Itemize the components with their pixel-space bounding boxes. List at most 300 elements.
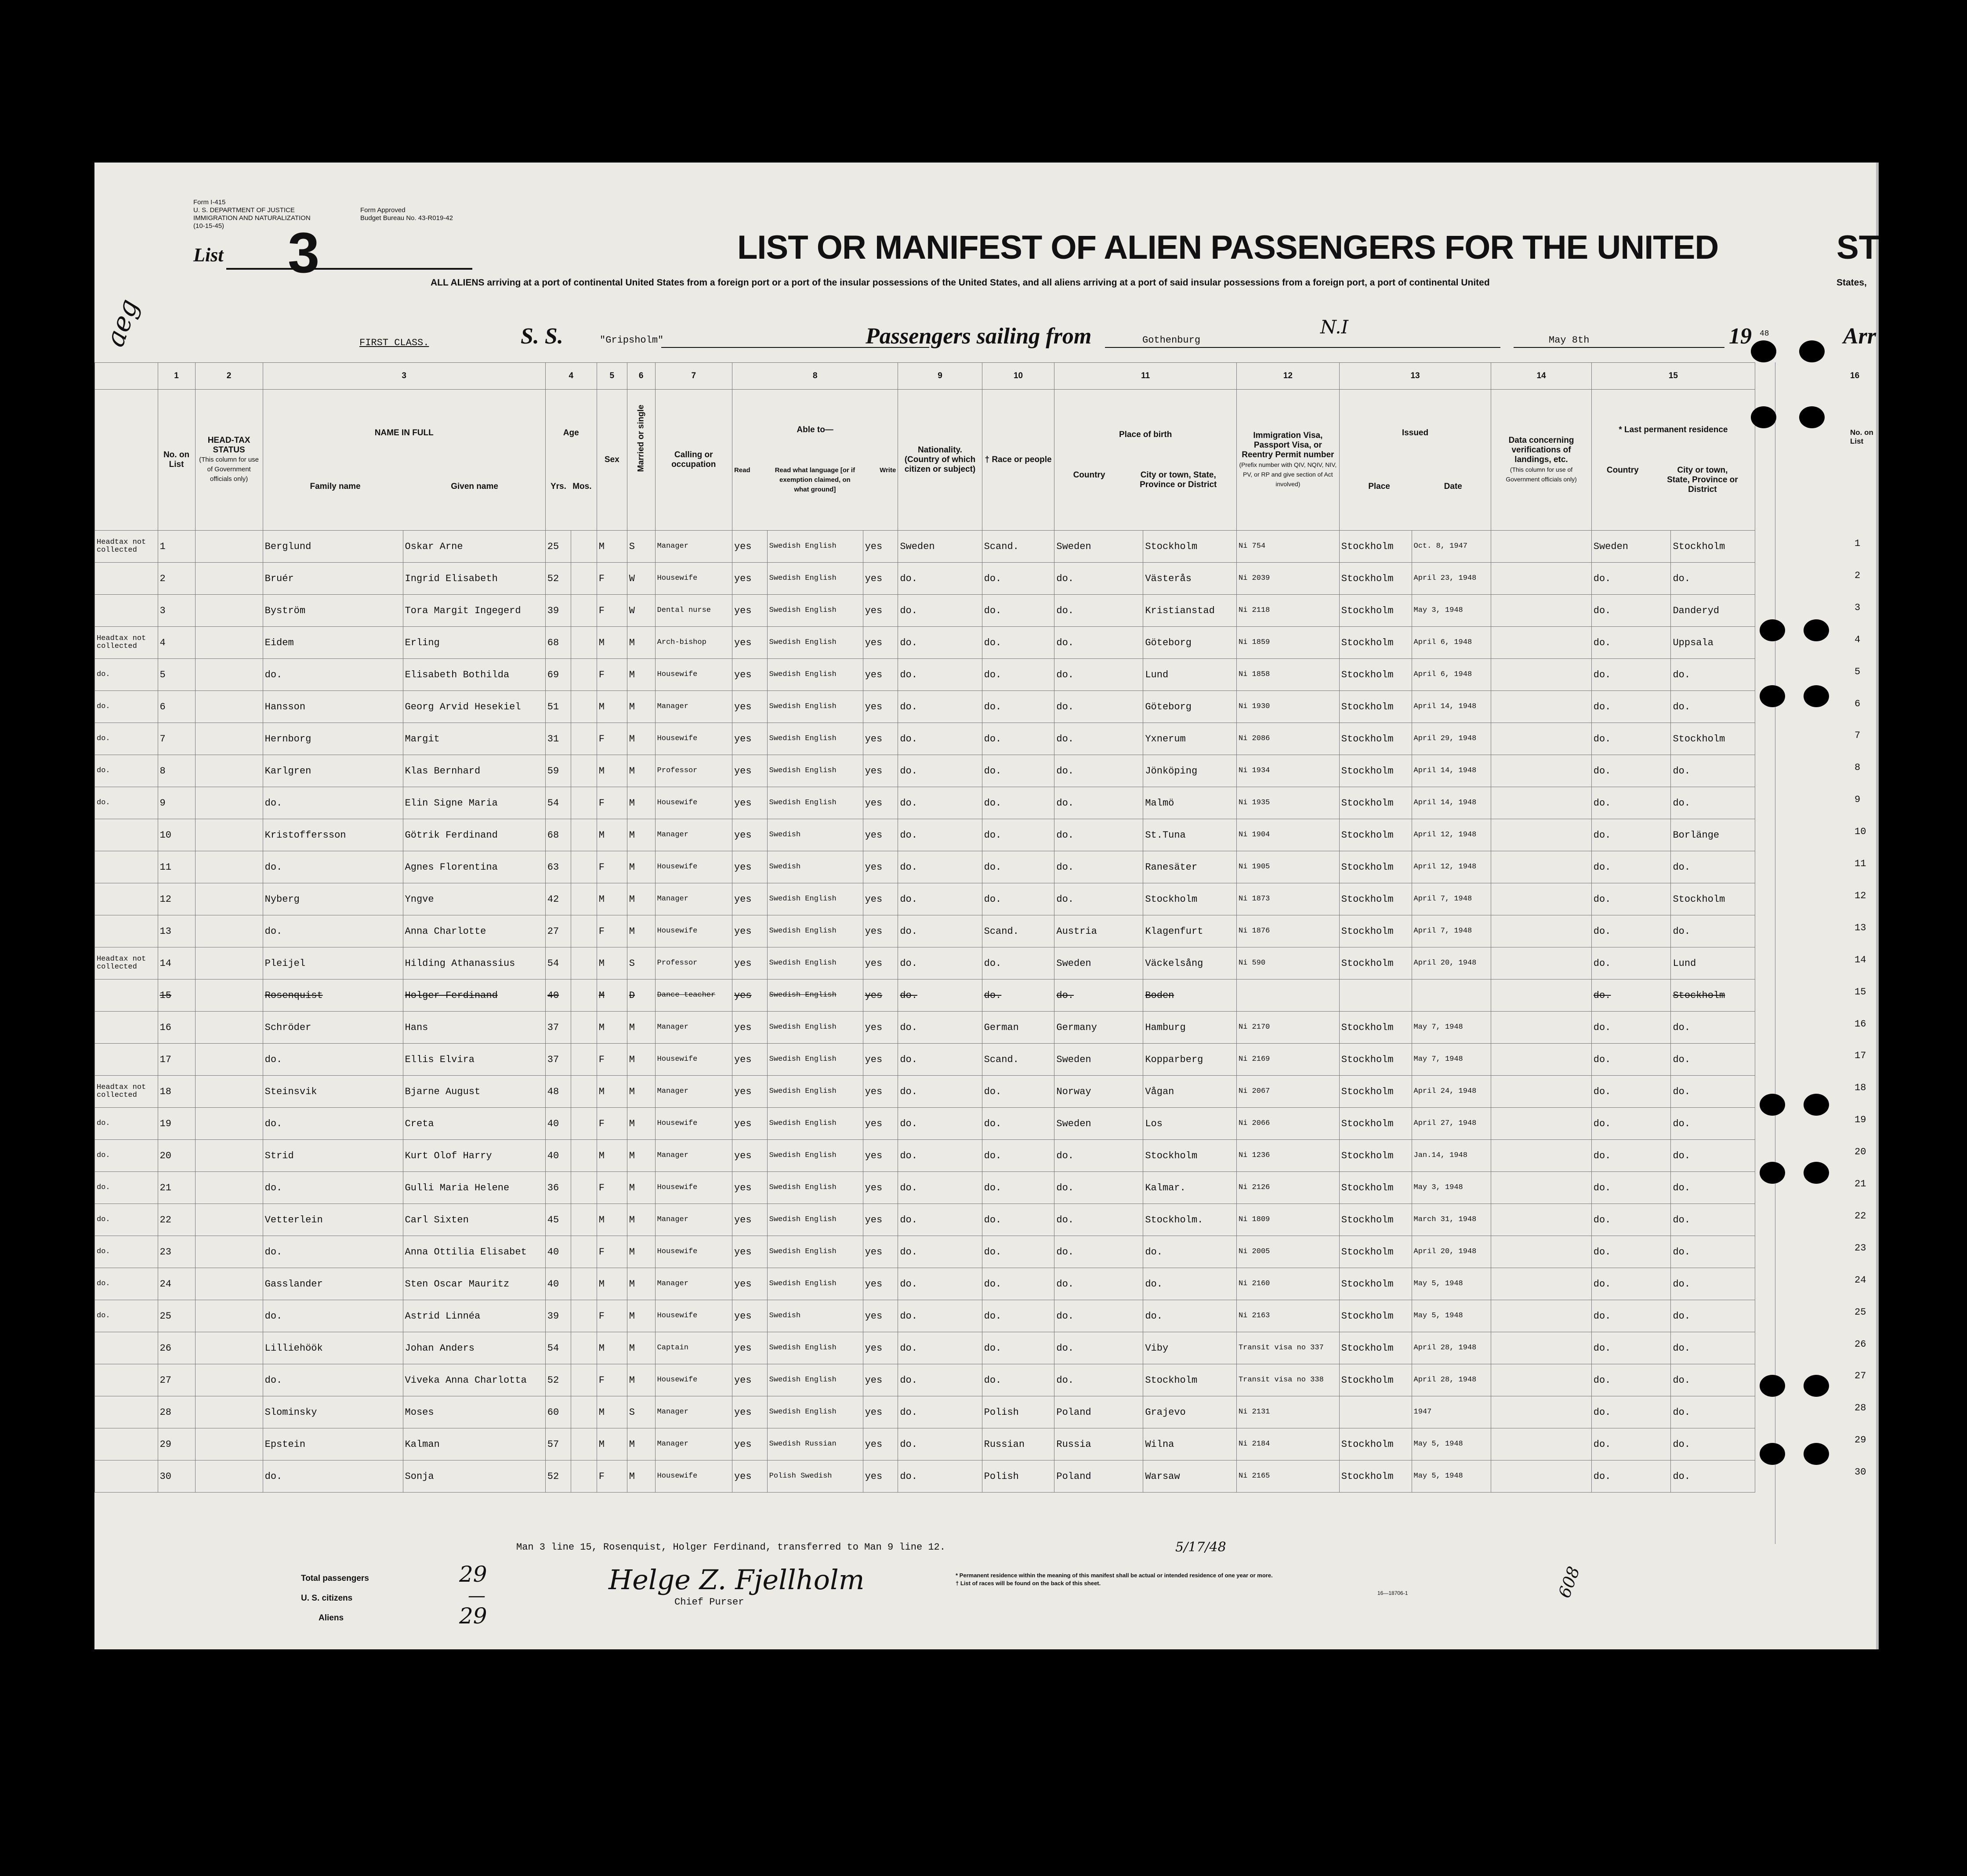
issued-place-cell: Stockholm	[1339, 627, 1412, 659]
issued-place-cell: Stockholm	[1339, 947, 1412, 980]
verification-cell	[1491, 915, 1592, 947]
form-number: Form I-415	[193, 199, 226, 206]
given-name-header: Given name	[451, 482, 498, 491]
birth-country-cell: do.	[1054, 819, 1143, 851]
residence-city-cell: do.	[1671, 1236, 1755, 1268]
head-tax-cell-cell: do.	[95, 691, 158, 723]
right-row-number: 17	[1855, 1050, 1866, 1062]
nationality-cell: do.	[898, 627, 982, 659]
birth-country-cell: do.	[1054, 1172, 1143, 1204]
row-number-cell: 6	[158, 691, 195, 723]
punch-hole	[1751, 406, 1776, 428]
residence-city-cell: Danderyd	[1671, 595, 1755, 627]
page-stamp: 608	[1554, 1564, 1584, 1601]
sex-cell: F	[597, 915, 627, 947]
head-tax-cell-cell	[95, 1332, 158, 1364]
nationality-cell: do.	[898, 1332, 982, 1364]
head-tax-cell-cell	[95, 915, 158, 947]
sex-cell: F	[597, 659, 627, 691]
right-row-number: 21	[1855, 1178, 1866, 1189]
race-cell: do.	[982, 659, 1054, 691]
residence-city-cell: do.	[1671, 1076, 1755, 1108]
marital-status-cell: M	[627, 1268, 655, 1300]
occupation-cell: Manager	[655, 531, 732, 563]
issued-date-cell: May 5, 1948	[1412, 1460, 1491, 1493]
verification-title: Data concerning verifications of landings, etc.	[1508, 436, 1574, 464]
table-row	[95, 723, 1755, 755]
residence-country-cell: do.	[1591, 691, 1671, 723]
issued-date-cell: April 6, 1948	[1412, 627, 1491, 659]
head-tax-cell-cell: do.	[95, 755, 158, 787]
given-name-cell: Kalman	[403, 1428, 545, 1460]
row-number-cell: 15	[158, 980, 195, 1012]
can-read-cell: yes	[732, 947, 767, 980]
right-row-number: 19	[1855, 1114, 1866, 1126]
birth-city-cell: Stockholm	[1143, 1364, 1237, 1396]
visa-number-cell: Ni 1809	[1236, 1204, 1339, 1236]
residence-city-cell: do.	[1671, 1012, 1755, 1044]
table-row	[95, 1332, 1755, 1364]
issued-title: Issued	[1402, 428, 1429, 437]
family-name-cell: do.	[263, 1460, 403, 1493]
residence-city-cell: do.	[1671, 1332, 1755, 1364]
verification-cell	[1491, 1108, 1592, 1140]
verification-cell	[1491, 723, 1592, 755]
head-tax-stamp-cell	[195, 1268, 263, 1300]
languages-cell: Swedish English	[767, 1012, 863, 1044]
nationality-cell: do.	[898, 1236, 982, 1268]
age-years-cell: 27	[545, 915, 571, 947]
can-read-cell: yes	[732, 883, 767, 915]
head-tax-cell-cell	[95, 851, 158, 883]
residence-city-cell: Borlänge	[1671, 819, 1755, 851]
residence-country-header: Country	[1606, 466, 1639, 475]
punch-hole	[1751, 340, 1776, 362]
marital-status-cell: M	[627, 1012, 655, 1044]
birth-country-cell: do.	[1054, 1332, 1143, 1364]
visa-number-cell: Ni 2131	[1236, 1396, 1339, 1428]
can-write-cell: yes	[863, 1300, 898, 1332]
birth-country-cell: Russia	[1054, 1428, 1143, 1460]
issued-place-cell: Stockholm	[1339, 1300, 1412, 1332]
marital-status-cell: M	[627, 1204, 655, 1236]
can-read-cell: yes	[732, 1172, 767, 1204]
corner-annotation: aeg	[99, 295, 145, 351]
languages-cell: Swedish English	[767, 723, 863, 755]
given-name-cell: Sten Oscar Mauritz	[403, 1268, 545, 1300]
visa-number-cell: Ni 2126	[1236, 1172, 1339, 1204]
occupation-cell: Dance teacher	[655, 980, 732, 1012]
residence-country-cell: do.	[1591, 851, 1671, 883]
issued-place-cell	[1339, 1396, 1412, 1428]
table-row	[95, 915, 1755, 947]
birth-city-cell: Grajevo	[1143, 1396, 1237, 1428]
race-cell: do.	[982, 723, 1054, 755]
can-write-cell: yes	[863, 947, 898, 980]
occupation-cell: Housewife	[655, 1044, 732, 1076]
family-name-cell: do.	[263, 1236, 403, 1268]
given-name-cell: Gulli Maria Helene	[403, 1172, 545, 1204]
head-tax-stamp-cell	[195, 1108, 263, 1140]
race-cell: do.	[982, 691, 1054, 723]
visa-number-cell: Ni 1859	[1236, 627, 1339, 659]
issued-place-cell: Stockholm	[1339, 1204, 1412, 1236]
age-years-cell: 37	[545, 1012, 571, 1044]
issued-place-cell: Stockholm	[1339, 1236, 1412, 1268]
can-write-cell: yes	[863, 723, 898, 755]
table-row	[95, 1012, 1755, 1044]
age-years-cell: 51	[545, 691, 571, 723]
head-tax-stamp-cell	[195, 627, 263, 659]
age-months-cell	[571, 915, 597, 947]
issued-date-cell: April 20, 1948	[1412, 1236, 1491, 1268]
right-row-number: 1	[1855, 538, 1861, 549]
issued-date-cell: April 24, 1948	[1412, 1076, 1491, 1108]
age-years-cell: 40	[545, 1236, 571, 1268]
age-months-cell	[571, 883, 597, 915]
manifest-grid	[94, 362, 1876, 1493]
issued-date-cell: April 7, 1948	[1412, 915, 1491, 947]
marital-status-cell: M	[627, 1332, 655, 1364]
can-write-cell: yes	[863, 531, 898, 563]
table-row	[95, 851, 1755, 883]
issued-place-cell: Stockholm	[1339, 883, 1412, 915]
verification-cell	[1491, 1460, 1592, 1493]
head-tax-cell-cell	[95, 1460, 158, 1493]
nationality-cell: do.	[898, 1108, 982, 1140]
aliens-label: Aliens	[319, 1613, 344, 1623]
race-footnote: † List of races will be found on the back of this sheet.	[956, 1580, 1101, 1587]
row-number-cell: 10	[158, 819, 195, 851]
issued-date-cell: May 7, 1948	[1412, 1012, 1491, 1044]
family-name-cell: Eidem	[263, 627, 403, 659]
birth-city-cell: Lund	[1143, 659, 1237, 691]
head-tax-stamp-cell	[195, 1236, 263, 1268]
sex-cell: M	[597, 627, 627, 659]
sex-cell: F	[597, 563, 627, 595]
right-row-number: 11	[1855, 858, 1866, 869]
nationality-cell: do.	[898, 1044, 982, 1076]
given-name-cell: Viveka Anna Charlotta	[403, 1364, 545, 1396]
verification-note: (This column for use of Government officials only)	[1506, 466, 1577, 483]
residence-country-cell: do.	[1591, 1396, 1671, 1428]
issued-date-cell	[1412, 980, 1491, 1012]
head-tax-stamp-cell	[195, 1012, 263, 1044]
issued-place-cell: Stockholm	[1339, 1428, 1412, 1460]
row-number-cell: 17	[158, 1044, 195, 1076]
nationality-cell: do.	[898, 1172, 982, 1204]
age-years-cell: 40	[545, 980, 571, 1012]
row-number-cell: 9	[158, 787, 195, 819]
residence-country-cell: do.	[1591, 1300, 1671, 1332]
row-number-cell: 2	[158, 563, 195, 595]
page-title-cut: ST	[1837, 229, 1880, 266]
residence-country-cell: do.	[1591, 1044, 1671, 1076]
verification-cell	[1491, 1268, 1592, 1300]
residence-city-cell: do.	[1671, 1108, 1755, 1140]
given-name-cell: Erling	[403, 627, 545, 659]
race-cell: do.	[982, 1172, 1054, 1204]
year-suffix: 48	[1760, 329, 1769, 338]
occupation-cell: Manager	[655, 1428, 732, 1460]
issued-place-cell: Stockholm	[1339, 755, 1412, 787]
nationality-cell: do.	[898, 1012, 982, 1044]
can-read-cell: yes	[732, 1012, 767, 1044]
residence-country-cell: do.	[1591, 787, 1671, 819]
able-to-title: Able to—	[797, 425, 833, 434]
col-num-3: 3	[263, 363, 545, 390]
can-read-cell: yes	[732, 563, 767, 595]
birth-country-cell: do.	[1054, 755, 1143, 787]
race-cell: Polish	[982, 1396, 1054, 1428]
race-cell: do.	[982, 883, 1054, 915]
right-row-number: 5	[1855, 666, 1861, 677]
nationality-cell: do.	[898, 980, 982, 1012]
birth-country-cell: Sweden	[1054, 1108, 1143, 1140]
family-name-cell: Pleijel	[263, 947, 403, 980]
issued-place-cell: Stockholm	[1339, 563, 1412, 595]
row-number-cell: 7	[158, 723, 195, 755]
marital-status-cell: M	[627, 1236, 655, 1268]
languages-cell: Swedish English	[767, 1236, 863, 1268]
write-header: Write	[880, 466, 896, 474]
row-number-cell: 25	[158, 1300, 195, 1332]
nationality-cell: Sweden	[898, 531, 982, 563]
read-header: Read	[734, 466, 750, 474]
punch-hole	[1760, 1162, 1785, 1184]
sex-cell: F	[597, 1364, 627, 1396]
race-cell: do.	[982, 1236, 1054, 1268]
visa-number-cell: Ni 2184	[1236, 1428, 1339, 1460]
sex-cell: M	[597, 1140, 627, 1172]
col-num-8: 8	[732, 363, 898, 390]
issued-place-cell: Stockholm	[1339, 595, 1412, 627]
can-write-cell: yes	[863, 1364, 898, 1396]
can-read-cell: yes	[732, 1108, 767, 1140]
sex-cell: M	[597, 1396, 627, 1428]
visa-number-cell: Ni 590	[1236, 947, 1339, 980]
age-years-cell: 68	[545, 627, 571, 659]
can-read-cell: yes	[732, 1460, 767, 1493]
family-name-cell: Slominsky	[263, 1396, 403, 1428]
arriving-cut: Arr	[1843, 324, 1876, 349]
row-number-cell: 26	[158, 1332, 195, 1364]
can-write-cell: yes	[863, 691, 898, 723]
punch-hole	[1804, 685, 1829, 707]
marital-status-cell: M	[627, 1364, 655, 1396]
head-tax-stamp-cell	[195, 1140, 263, 1172]
residence-country-cell: do.	[1591, 595, 1671, 627]
age-header	[545, 390, 597, 531]
given-name-cell: Anna Ottilia Elisabet	[403, 1236, 545, 1268]
table-row	[95, 1428, 1755, 1460]
occupation-cell: Arch-bishop	[655, 627, 732, 659]
punch-hole	[1804, 1094, 1829, 1116]
marital-status-cell: M	[627, 851, 655, 883]
issued-date-cell: April 28, 1948	[1412, 1364, 1491, 1396]
head-tax-stamp-cell	[195, 1332, 263, 1364]
issued-date-cell: May 5, 1948	[1412, 1428, 1491, 1460]
head-tax-stamp-cell	[195, 659, 263, 691]
purser-signature: Helge Z. Fjellholm	[609, 1564, 865, 1596]
head-tax-note: (This column for use of Government officials only)	[199, 456, 259, 483]
family-name-cell: Epstein	[263, 1428, 403, 1460]
head-tax-stamp-cell	[195, 1300, 263, 1332]
right-row-number: 27	[1855, 1370, 1866, 1382]
residence-city-cell: do.	[1671, 1396, 1755, 1428]
languages-cell: Swedish English	[767, 947, 863, 980]
budget-bureau: Budget Bureau No. 43-R019-42	[360, 214, 453, 222]
head-tax-cell-cell	[95, 563, 158, 595]
given-name-cell: Moses	[403, 1396, 545, 1428]
occupation-cell: Housewife	[655, 563, 732, 595]
residence-city-cell: do.	[1671, 691, 1755, 723]
col-num-10: 10	[982, 363, 1054, 390]
birth-country-cell: Germany	[1054, 1012, 1143, 1044]
row-number-cell: 12	[158, 883, 195, 915]
occupation-cell: Manager	[655, 819, 732, 851]
birth-country-cell: do.	[1054, 1140, 1143, 1172]
right-margin-column	[1775, 362, 1876, 1544]
given-name-cell: Götrik Ferdinand	[403, 819, 545, 851]
given-name-cell: Ingrid Elisabeth	[403, 563, 545, 595]
nationality-cell: do.	[898, 1364, 982, 1396]
can-read-cell: yes	[732, 1428, 767, 1460]
birth-country-cell: do.	[1054, 1204, 1143, 1236]
right-row-number: 10	[1855, 826, 1866, 838]
age-years-cell: 48	[545, 1076, 571, 1108]
head-tax-stamp-cell	[195, 723, 263, 755]
race-cell: do.	[982, 1332, 1054, 1364]
head-tax-cell-cell	[95, 1044, 158, 1076]
issued-place-cell: Stockholm	[1339, 1012, 1412, 1044]
marital-status-cell: M	[627, 1044, 655, 1076]
head-tax-cell-cell	[95, 1396, 158, 1428]
issued-place-header: Place	[1368, 482, 1390, 491]
languages-cell: Swedish	[767, 851, 863, 883]
age-years-cell: 59	[545, 755, 571, 787]
table-row	[95, 627, 1755, 659]
languages-cell: Swedish English	[767, 691, 863, 723]
residence-city-cell: Uppsala	[1671, 627, 1755, 659]
languages-cell: Swedish English	[767, 1108, 863, 1140]
birth-country-cell: Sweden	[1054, 947, 1143, 980]
table-row	[95, 819, 1755, 851]
languages-cell: Swedish English	[767, 659, 863, 691]
race-cell: do.	[982, 595, 1054, 627]
sex-cell: M	[597, 1204, 627, 1236]
birth-city-cell: Los	[1143, 1108, 1237, 1140]
birth-city-cell: St.Tuna	[1143, 819, 1237, 851]
list-underline	[226, 268, 472, 270]
head-tax-cell-cell	[95, 980, 158, 1012]
row-number-cell: 21	[158, 1172, 195, 1204]
occupation-cell: Manager	[655, 1140, 732, 1172]
departure-date: May 8th	[1549, 335, 1590, 346]
age-title: Age	[563, 428, 579, 437]
can-write-cell: yes	[863, 819, 898, 851]
verification-cell	[1491, 659, 1592, 691]
right-row-number: 13	[1855, 922, 1866, 933]
birth-country-cell: Norway	[1054, 1076, 1143, 1108]
table-row	[95, 1460, 1755, 1493]
issued-place-cell: Stockholm	[1339, 1172, 1412, 1204]
right-row-number: 23	[1855, 1242, 1866, 1254]
given-name-cell: Creta	[403, 1108, 545, 1140]
us-citizens-value: —	[468, 1586, 485, 1606]
head-tax-stamp-cell	[195, 531, 263, 563]
issued-place-cell: Stockholm	[1339, 691, 1412, 723]
can-write-cell: yes	[863, 1172, 898, 1204]
head-tax-stamp-cell	[195, 851, 263, 883]
occupation-cell: Housewife	[655, 1108, 732, 1140]
age-months-cell	[571, 947, 597, 980]
col-num-12: 12	[1236, 363, 1339, 390]
place-of-birth-title: Place of birth	[1119, 430, 1172, 439]
visa-number-cell: Ni 2086	[1236, 723, 1339, 755]
family-name-cell: Gasslander	[263, 1268, 403, 1300]
right-row-number: 12	[1855, 890, 1866, 901]
residence-city-header: City or town, State, Province or District	[1667, 466, 1738, 494]
issued-place-cell: Stockholm	[1339, 1044, 1412, 1076]
languages-cell: Swedish English	[767, 1076, 863, 1108]
occupation-cell: Housewife	[655, 1460, 732, 1493]
page-title: LIST OR MANIFEST OF ALIEN PASSENGERS FOR THE UNITED	[737, 229, 1719, 266]
residence-country-cell: do.	[1591, 1076, 1671, 1108]
punch-hole	[1804, 1162, 1829, 1184]
residence-footnote: * Permanent residence within the meaning of this manifest shall be actual or intended residence of one year or more.	[956, 1572, 1273, 1579]
family-name-cell: do.	[263, 659, 403, 691]
occupation-cell: Manager	[655, 1012, 732, 1044]
age-months-cell	[571, 1140, 597, 1172]
given-name-cell: Klas Bernhard	[403, 755, 545, 787]
languages-cell: Swedish	[767, 819, 863, 851]
languages-cell: Swedish English	[767, 563, 863, 595]
age-months-cell	[571, 1044, 597, 1076]
can-read-cell: yes	[732, 915, 767, 947]
languages-cell: Swedish English	[767, 595, 863, 627]
table-row	[95, 1300, 1755, 1332]
table-row	[95, 980, 1755, 1012]
languages-cell: Swedish English	[767, 1204, 863, 1236]
marital-status-cell: S	[627, 947, 655, 980]
marital-status-cell: M	[627, 1300, 655, 1332]
marital-status-cell: M	[627, 691, 655, 723]
given-name-cell: Tora Margit Ingegerd	[403, 595, 545, 627]
visa-number-cell: Ni 2163	[1236, 1300, 1339, 1332]
birth-city-cell: Boden	[1143, 980, 1237, 1012]
verification-cell	[1491, 1076, 1592, 1108]
birth-country-cell: do.	[1054, 659, 1143, 691]
residence-city-cell: do.	[1671, 1044, 1755, 1076]
verification-cell	[1491, 819, 1592, 851]
form-dept: U. S. DEPARTMENT OF JUSTICE	[193, 206, 295, 214]
verification-cell	[1491, 1300, 1592, 1332]
row-number-cell: 16	[158, 1012, 195, 1044]
occupation-cell: Housewife	[655, 787, 732, 819]
age-years-cell: 45	[545, 1204, 571, 1236]
col-num-1: 1	[158, 363, 195, 390]
family-name-cell: Vetterlein	[263, 1204, 403, 1236]
nationality-cell: do.	[898, 915, 982, 947]
race-cell: Polish	[982, 1460, 1054, 1493]
verification-cell	[1491, 947, 1592, 980]
issued-place-cell: Stockholm	[1339, 851, 1412, 883]
residence-city-cell: do.	[1671, 1140, 1755, 1172]
col-num-9: 9	[898, 363, 982, 390]
table-row	[95, 883, 1755, 915]
head-tax-stamp-cell	[195, 595, 263, 627]
